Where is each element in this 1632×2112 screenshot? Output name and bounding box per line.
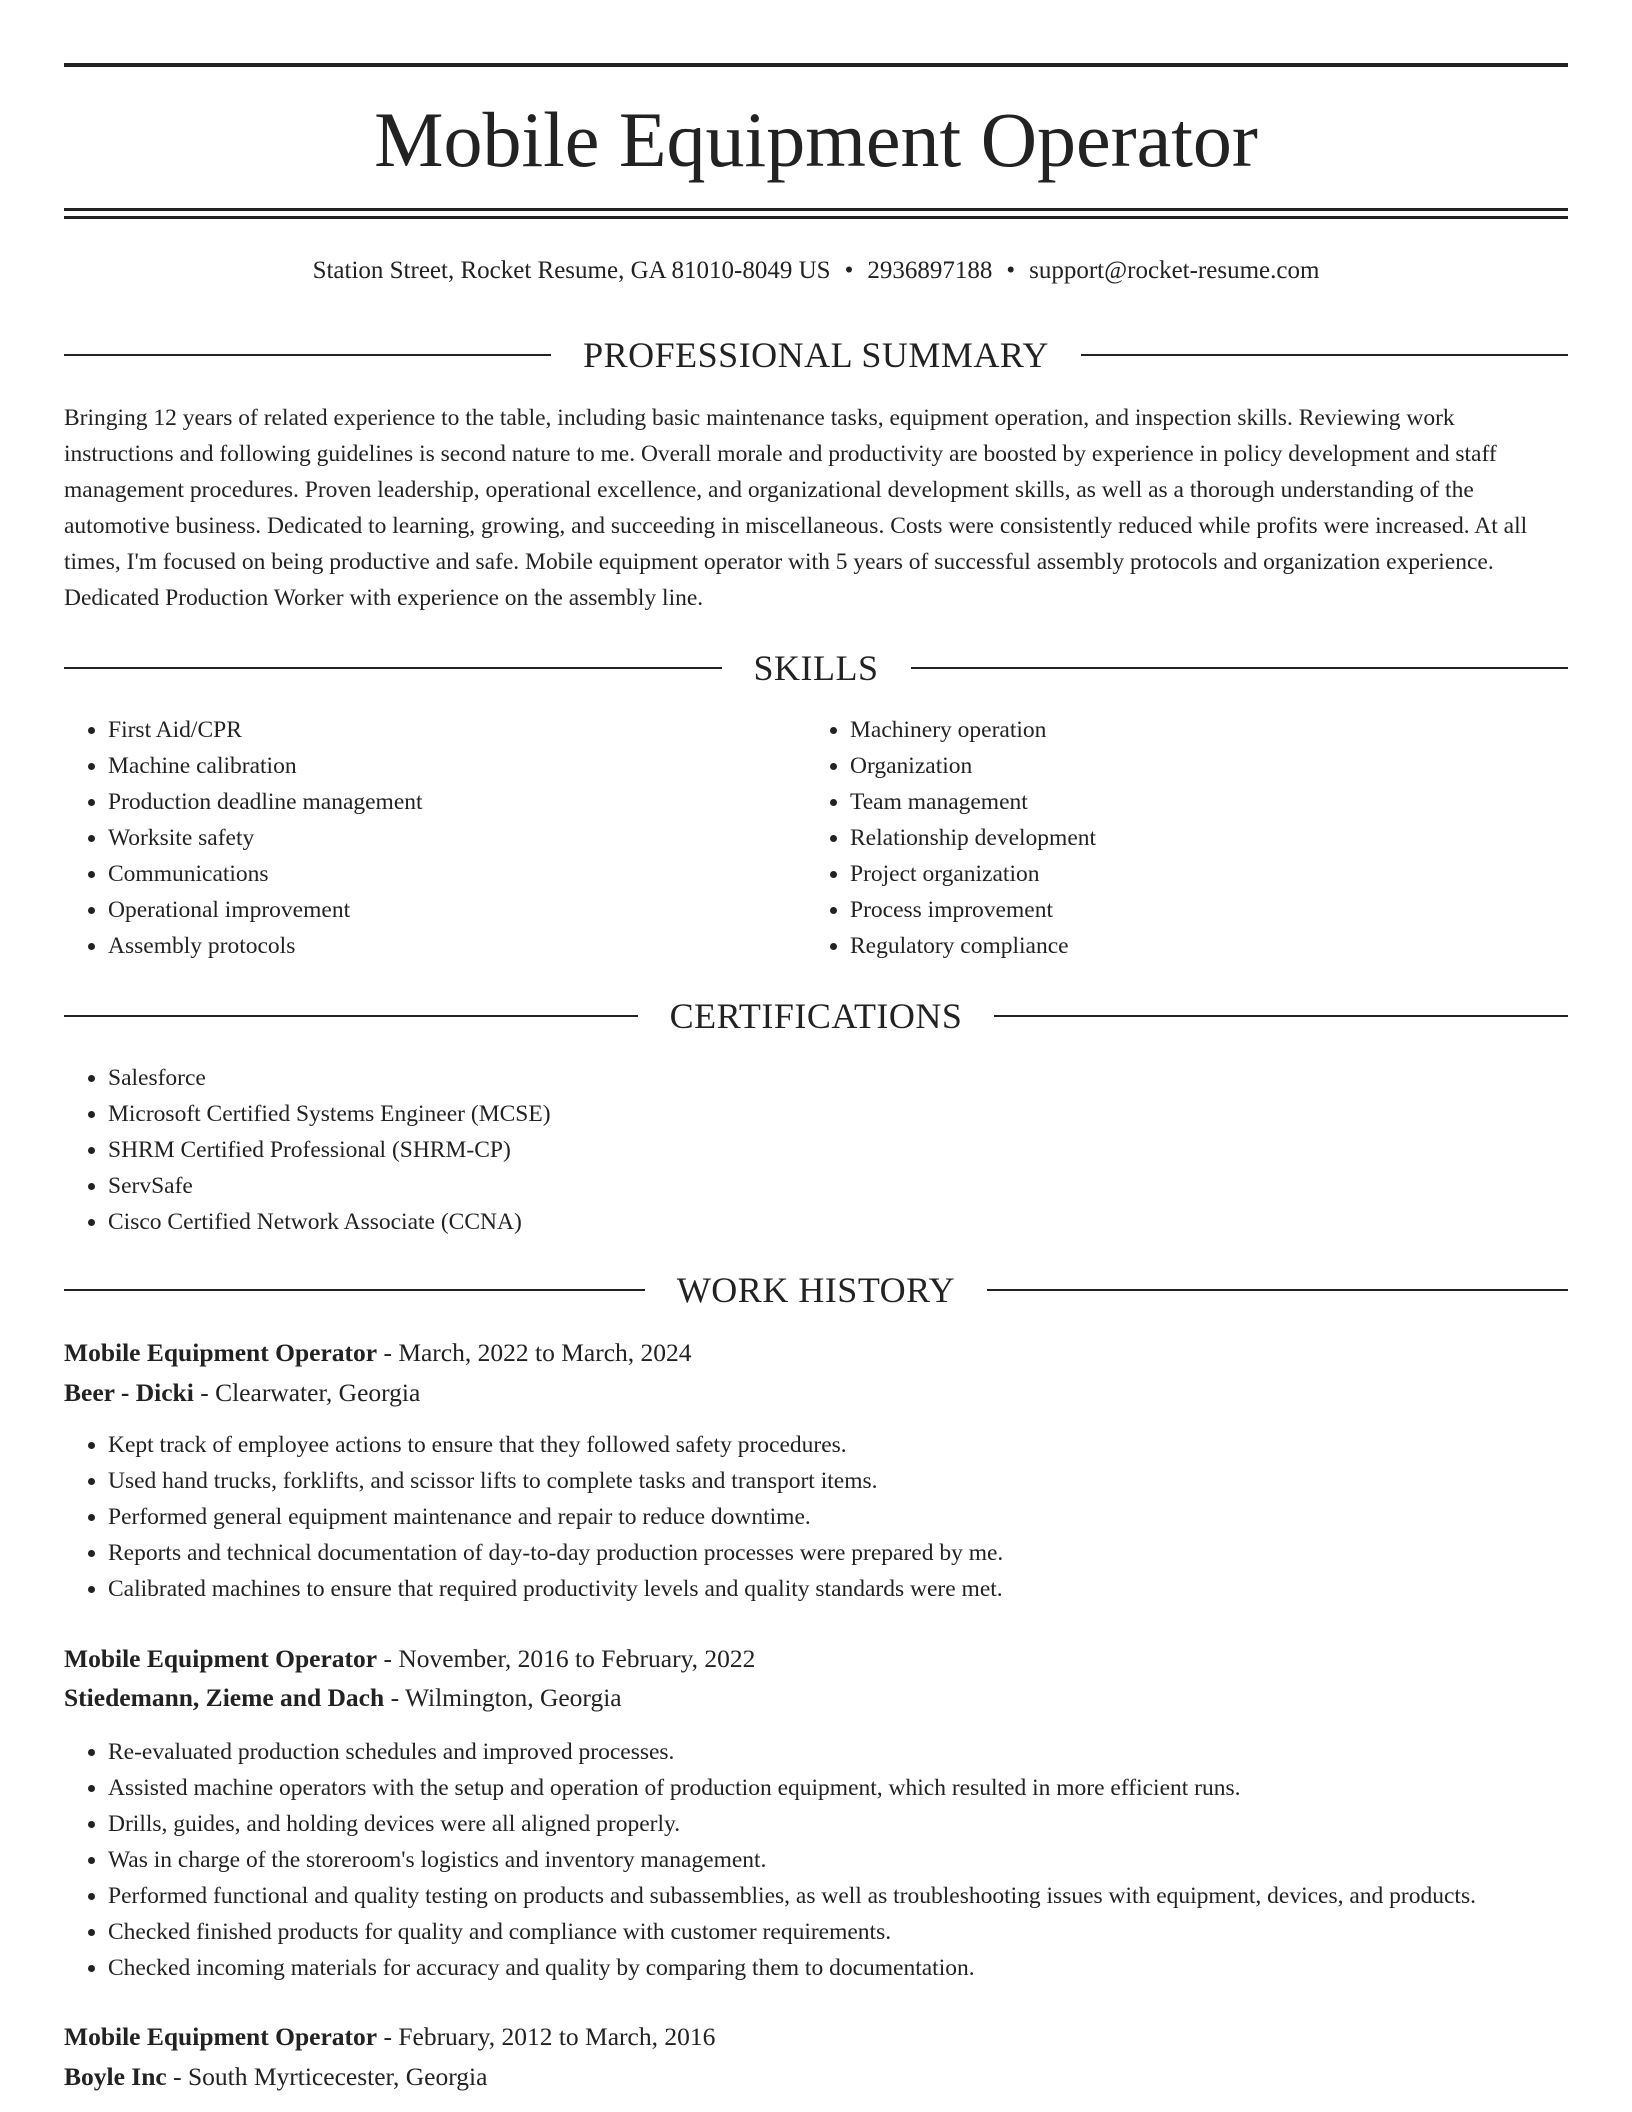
job-company-line bbox=[64, 2060, 487, 2094]
contact-separator: • bbox=[1006, 257, 1016, 284]
job-bullet: • Performed general equipment maintenance and repair to reduce downtime. bbox=[108, 1499, 1608, 1535]
skills-heading bbox=[64, 648, 1568, 688]
certification-item: • ServSafe bbox=[108, 1168, 1508, 1204]
divider bbox=[64, 354, 551, 356]
job-bullets bbox=[64, 1427, 1608, 1607]
skill-item: • Relationship development bbox=[850, 820, 1550, 856]
skill-item: • Assembly protocols bbox=[108, 928, 808, 964]
contact-address: Station Street, Rocket Resume, GA 81010-8049 US bbox=[312, 257, 831, 284]
contact-line bbox=[64, 255, 1568, 287]
skill-item: • Process improvement bbox=[850, 892, 1550, 928]
skill-item: • Machine calibration bbox=[108, 748, 808, 784]
contact-phone: 2936897188 bbox=[867, 257, 993, 284]
job-company: Stiedemann, Zieme and Dach bbox=[64, 1683, 385, 1712]
job-location: - Clearwater, Georgia bbox=[193, 1378, 421, 1407]
header-double-rule-lower bbox=[64, 216, 1568, 219]
skill-item: • Regulatory compliance bbox=[850, 928, 1550, 964]
skill-item: • Communications bbox=[108, 856, 808, 892]
work-history-heading bbox=[64, 1270, 1568, 1310]
divider bbox=[64, 667, 722, 669]
job-bullet: • Calibrated machines to ensure that required productivity levels and quality standards were met. bbox=[108, 1571, 1608, 1607]
job-location: - South Myrticecester, Georgia bbox=[166, 2062, 488, 2091]
job-company-line bbox=[64, 1376, 420, 1410]
divider bbox=[64, 1015, 638, 1017]
job-title-line bbox=[64, 1642, 755, 1676]
job-bullet: • Performed functional and quality testing on products and subassemblies, as well as troubleshooting issues with equipment, devices, and products. bbox=[108, 1878, 1628, 1914]
summary-text: Bringing 12 years of related experience to the table, including basic maintenance tasks, equipment operation, and inspection skills. Reviewing work instructions and following guidelines is second nature to me. Overall morale and productivity are boosted by experience in policy development and staff management procedures. Proven leadership, operational excellence, and organizational development skills, as well as a thorough understanding of the automotive business. Dedicated to learning, growing, and succeeding in miscellaneous. Costs were consistently reduced while profits were increased. At all times, I'm focused on being productive and safe. Mobile equipment operator with 5 years of successful assembly protocols and organization experience. Dedicated Production Worker with experience on the assembly line. bbox=[64, 405, 1528, 611]
divider bbox=[1081, 354, 1568, 356]
job-bullet: • Checked incoming materials for accuracy and quality by comparing them to documentation. bbox=[108, 1950, 1628, 1986]
job-bullet: • Used hand trucks, forklifts, and scissor lifts to complete tasks and transport items. bbox=[108, 1463, 1608, 1499]
job-title: Mobile Equipment Operator bbox=[64, 2022, 378, 2051]
certification-item: • Cisco Certified Network Associate (CCNA) bbox=[108, 1204, 1508, 1240]
job-title-line bbox=[64, 2020, 715, 2054]
job-company: Beer - Dicki bbox=[64, 1378, 194, 1407]
job-dates: - March, 2022 to March, 2024 bbox=[377, 1338, 692, 1367]
skill-item: • Production deadline management bbox=[108, 784, 808, 820]
skills-list-right bbox=[806, 712, 1550, 964]
job-bullets bbox=[64, 1734, 1628, 1986]
job-dates: - November, 2016 to February, 2022 bbox=[377, 1644, 756, 1673]
job-company-line bbox=[64, 1681, 622, 1715]
skill-item: • Team management bbox=[850, 784, 1550, 820]
job-title-line bbox=[64, 1336, 692, 1370]
job-bullet: • Kept track of employee actions to ensure that they followed safety procedures. bbox=[108, 1427, 1608, 1463]
job-bullet: • Was in charge of the storeroom's logistics and inventory management. bbox=[108, 1842, 1628, 1878]
divider bbox=[911, 667, 1569, 669]
divider bbox=[987, 1289, 1568, 1291]
job-bullet: • Reports and technical documentation of day-to-day production processes were prepared by me. bbox=[108, 1535, 1608, 1571]
skills-heading-label: SKILLS bbox=[753, 648, 879, 688]
divider bbox=[64, 1289, 645, 1291]
resume-title: Mobile Equipment Operator bbox=[374, 96, 1258, 183]
job-bullet: • Re-evaluated production schedules and improved processes. bbox=[108, 1734, 1628, 1770]
skills-list-left bbox=[64, 712, 808, 964]
skill-item: • First Aid/CPR bbox=[108, 712, 808, 748]
header-double-rule-upper bbox=[64, 208, 1568, 211]
contact-separator: • bbox=[844, 257, 854, 284]
job-title: Mobile Equipment Operator bbox=[64, 1644, 378, 1673]
skill-item: • Operational improvement bbox=[108, 892, 808, 928]
job-location: - Wilmington, Georgia bbox=[384, 1683, 622, 1712]
certifications-list bbox=[64, 1060, 1508, 1240]
certification-item: • SHRM Certified Professional (SHRM-CP) bbox=[108, 1132, 1508, 1168]
certifications-heading bbox=[64, 996, 1568, 1036]
certifications-heading-label: CERTIFICATIONS bbox=[669, 996, 963, 1036]
skill-item: • Worksite safety bbox=[108, 820, 808, 856]
certification-item: • Salesforce bbox=[108, 1060, 1508, 1096]
certification-item: • Microsoft Certified Systems Engineer (MCSE) bbox=[108, 1096, 1508, 1132]
skill-item: • Machinery operation bbox=[850, 712, 1550, 748]
contact-email: support@rocket-resume.com bbox=[1029, 257, 1320, 284]
divider bbox=[994, 1015, 1568, 1017]
skill-item: • Organization bbox=[850, 748, 1550, 784]
job-bullet: • Drills, guides, and holding devices were all aligned properly. bbox=[108, 1806, 1628, 1842]
job-dates: - February, 2012 to March, 2016 bbox=[377, 2022, 716, 2051]
summary-heading bbox=[64, 335, 1568, 375]
work-history-heading-label: WORK HISTORY bbox=[676, 1270, 956, 1310]
header-top-rule bbox=[64, 63, 1568, 67]
job-company: Boyle Inc bbox=[64, 2062, 167, 2091]
job-bullet: • Checked finished products for quality and compliance with customer requirements. bbox=[108, 1914, 1628, 1950]
skill-item: • Project organization bbox=[850, 856, 1550, 892]
job-title: Mobile Equipment Operator bbox=[64, 1338, 378, 1367]
job-bullet: • Assisted machine operators with the setup and operation of production equipment, which resulted in more efficient runs. bbox=[108, 1770, 1628, 1806]
summary-heading-label: PROFESSIONAL SUMMARY bbox=[583, 335, 1049, 375]
